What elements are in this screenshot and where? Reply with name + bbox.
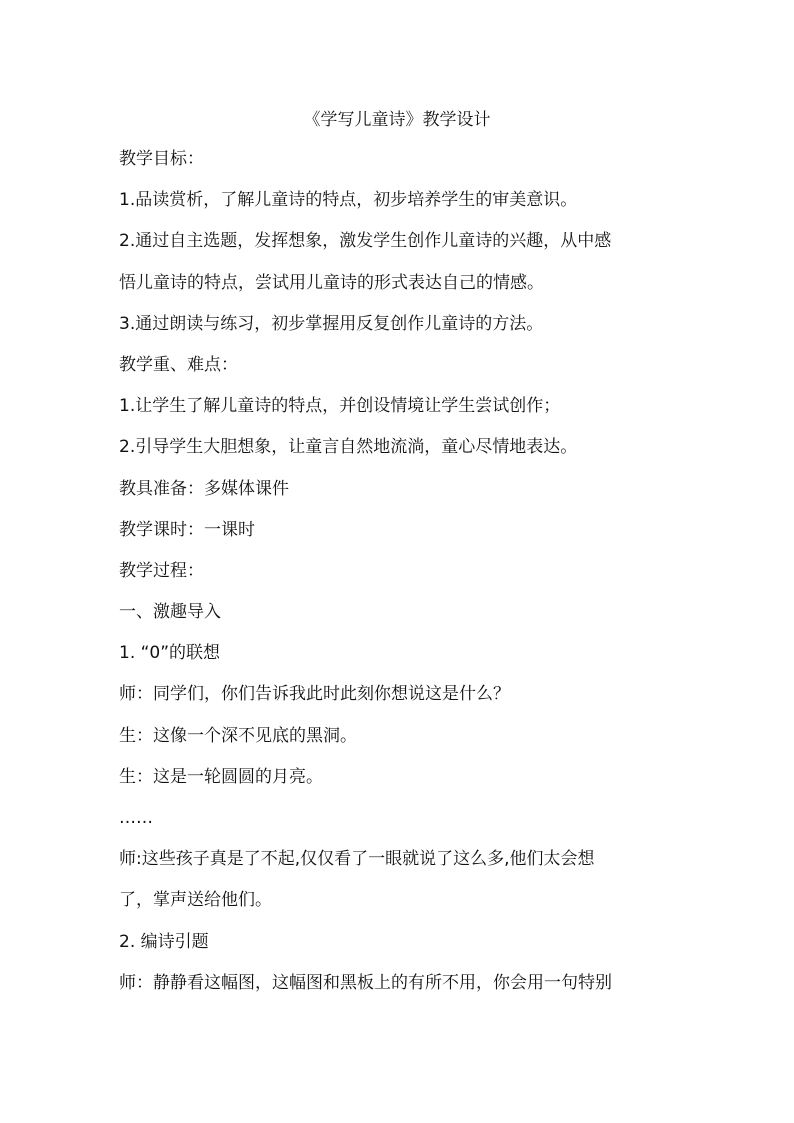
paragraph-line	[119, 682, 679, 723]
paragraph-line	[119, 559, 679, 600]
paragraph-text: 师：静静看这幅图，这幅图和黑板上的有所不用，你会用一句特别	[119, 972, 612, 993]
document-title: 《学写儿童诗》教学设计	[303, 110, 491, 130]
paragraph-line	[119, 271, 679, 312]
paragraph-line	[119, 147, 679, 188]
paragraph-text: 2.引导学生大胆想象，让童言自然地流淌，童心尽情地表达。	[119, 437, 578, 458]
paragraph-line	[119, 888, 679, 929]
paragraph-text: 生：这是一轮圆圆的月亮。	[119, 766, 323, 787]
paragraph-line	[119, 518, 679, 559]
paragraph-text: 了，掌声送给他们。	[119, 890, 272, 911]
paragraph-text: 1.品读赏析，了解儿童诗的特点，初步培养学生的审美意识。	[119, 190, 578, 211]
paragraph-line	[119, 765, 679, 806]
document-body	[119, 147, 679, 1012]
paragraph-line	[119, 435, 679, 476]
paragraph-text: 教学目标：	[119, 149, 204, 169]
paragraph-line	[119, 600, 679, 641]
paragraph-line	[119, 477, 679, 518]
paragraph-line	[119, 353, 679, 394]
paragraph-text: 师:这些孩子真是了不起,仅仅看了一眼就说了这么多,他们太会想	[119, 849, 595, 870]
paragraph-line	[119, 641, 679, 682]
paragraph-text: 1.让学生了解儿童诗的特点，并创设情境让学生尝试创作；	[119, 396, 561, 417]
paragraph-text: 一、激趣导入	[119, 602, 221, 623]
paragraph-text: 教学过程：	[119, 560, 204, 581]
paragraph-text: ……	[119, 808, 153, 828]
paragraph-line	[119, 229, 679, 270]
paragraph-text: 教学课时：一课时	[119, 519, 255, 540]
paragraph-line	[119, 971, 679, 1012]
paragraph-text: 生：这像一个深不见底的黑洞。	[119, 725, 357, 746]
paragraph-line	[119, 930, 679, 971]
paragraph-text: 师：同学们，你们告诉我此时此刻你想说这是什么？	[119, 684, 510, 705]
paragraph-text: 2.通过自主选题，发挥想象，激发学生创作儿童诗的兴趣，从中感	[119, 231, 612, 252]
paragraph-text: 3.通过朗读与练习，初步掌握用反复创作儿童诗的方法。	[119, 313, 544, 334]
paragraph-line	[119, 312, 679, 353]
paragraph-text: 2. 编诗引题	[119, 931, 209, 952]
paragraph-text: 1. “0”的联想	[119, 643, 221, 664]
paragraph-text: 悟儿童诗的特点，尝试用儿童诗的形式表达自己的情感。	[119, 272, 544, 293]
paragraph-line	[119, 847, 679, 888]
paragraph-line	[119, 188, 679, 229]
paragraph-line	[119, 724, 679, 765]
paragraph-text: 教具准备：多媒体课件	[119, 478, 289, 499]
paragraph-line	[119, 394, 679, 435]
paragraph-line	[119, 806, 679, 847]
paragraph-text: 教学重、难点：	[119, 354, 238, 375]
